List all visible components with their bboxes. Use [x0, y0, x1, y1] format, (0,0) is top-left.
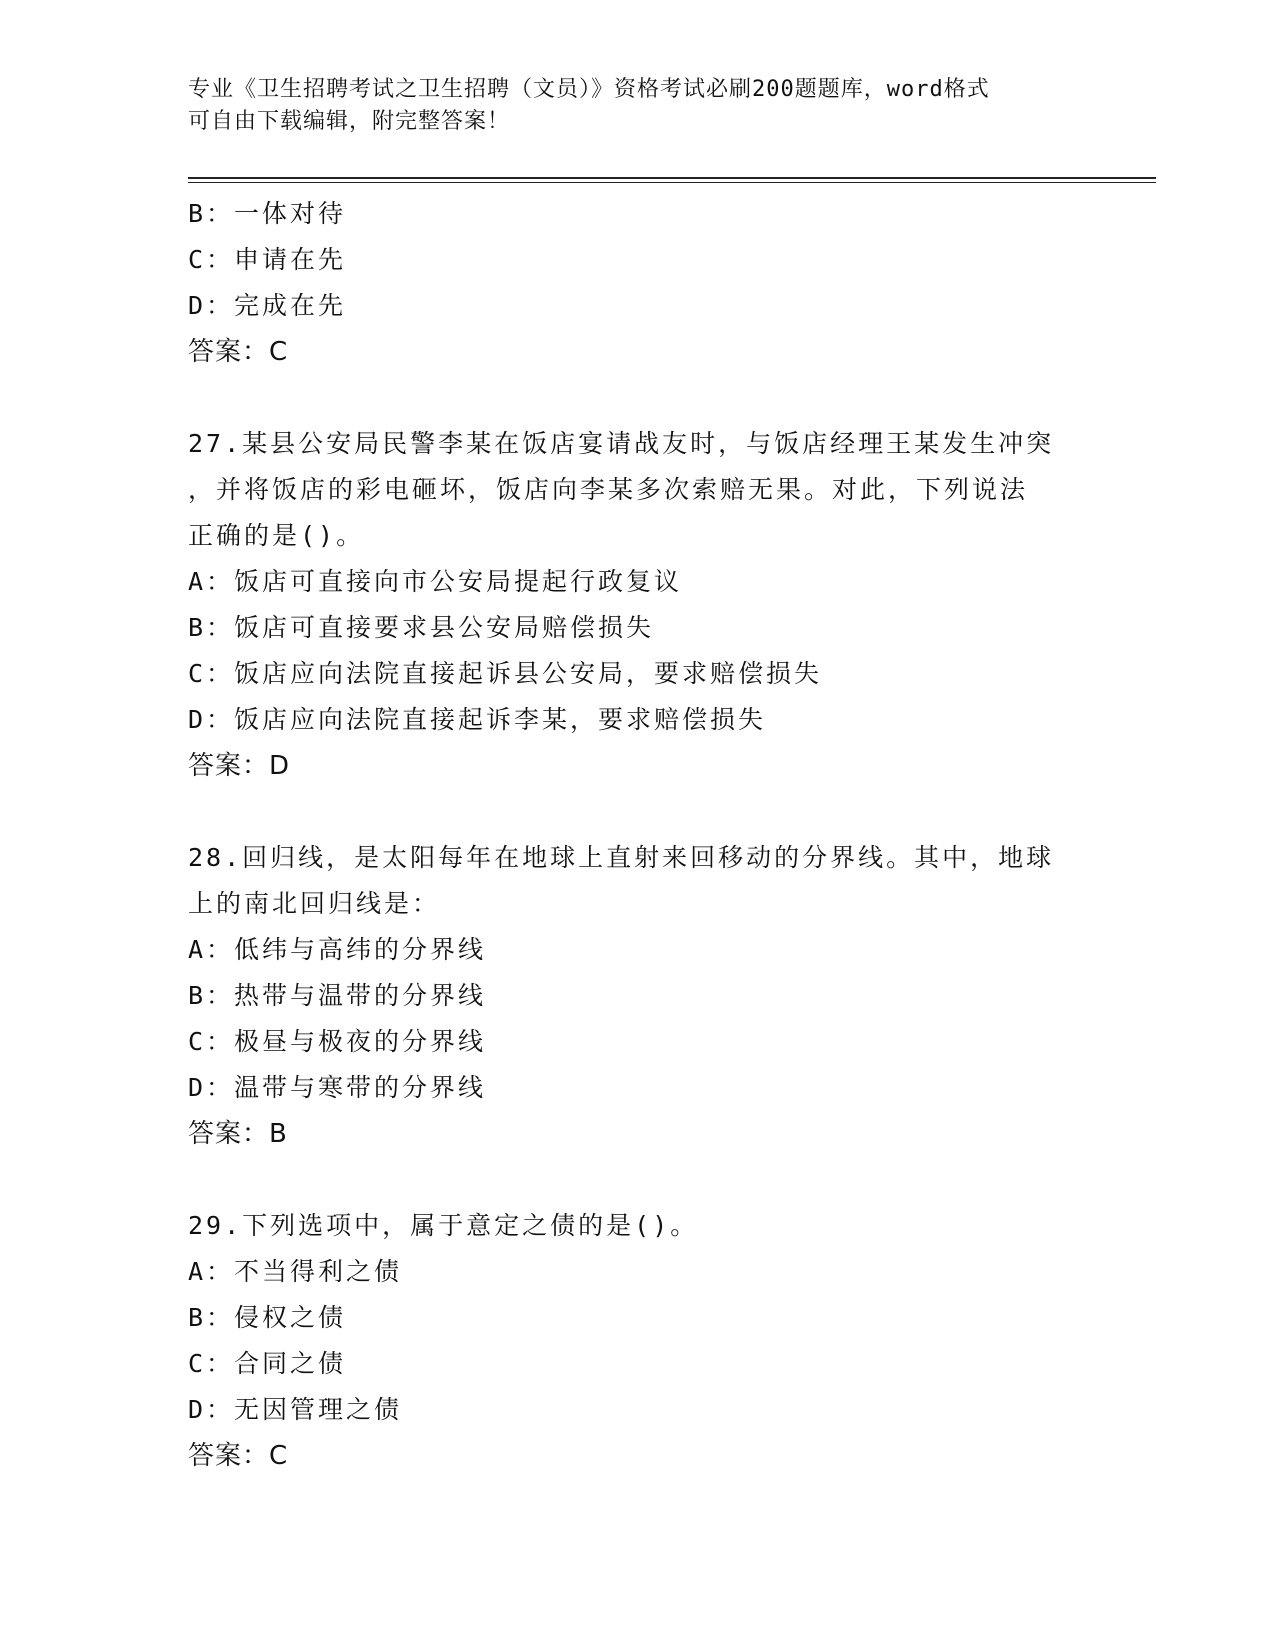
question-text-line: 27.某县公安局民警李某在饭店宴请战友时，与饭店经理王某发生冲突: [188, 429, 1055, 458]
question-26-continued: [188, 191, 1088, 375]
header-line-2: 可自由下载编辑，附完整答案！: [188, 109, 511, 134]
option-d: D：温带与寒带的分界线: [188, 1073, 487, 1102]
option-b: B：饭店可直接要求县公安局赔偿损失: [188, 613, 655, 642]
question-content: [188, 191, 1088, 1479]
option-a: A：饭店可直接向市公安局提起行政复议: [188, 567, 683, 596]
question-29: [188, 1203, 1088, 1479]
option-c: C：合同之债: [188, 1349, 347, 1378]
answer: 答案：D: [188, 751, 291, 781]
answer: 答案：C: [188, 337, 289, 367]
question-28: [188, 835, 1088, 1157]
option-a: A：不当得利之债: [188, 1257, 403, 1286]
option-c: C：饭店应向法院直接起诉县公安局，要求赔偿损失: [188, 659, 823, 688]
spacer: [188, 789, 1088, 835]
option-a: A：低纬与高纬的分界线: [188, 935, 487, 964]
option-d: D：完成在先: [188, 291, 347, 320]
header-divider-thick: [188, 177, 1156, 179]
header-line-1: 专业《卫生招聘考试之卫生招聘（文员）》资格考试必刷200题题库，word格式: [188, 77, 990, 102]
question-text-line: 正确的是()。: [188, 521, 365, 550]
question-27: [188, 421, 1088, 789]
question-text-line: 29.下列选项中，属于意定之债的是()。: [188, 1211, 699, 1240]
question-text-line: 28.回归线，是太阳每年在地球上直射来回移动的分界线。其中，地球: [188, 843, 1055, 872]
question-text-line: ，并将饭店的彩电砸坏，饭店向李某多次索赔无果。对此，下列说法: [188, 475, 1029, 504]
option-d: D：饭店应向法院直接起诉李某，要求赔偿损失: [188, 705, 767, 734]
spacer: [188, 1157, 1088, 1203]
option-b: B：侵权之债: [188, 1303, 347, 1332]
option-d: D：无因管理之债: [188, 1395, 403, 1424]
option-b: B：一体对待: [188, 199, 347, 228]
answer: 答案：B: [188, 1119, 288, 1149]
header-divider-thin: [188, 182, 1156, 183]
option-b: B：热带与温带的分界线: [188, 981, 487, 1010]
document-header: [188, 74, 1088, 138]
question-text-line: 上的南北回归线是：: [188, 889, 441, 918]
answer: 答案：C: [188, 1441, 289, 1471]
option-c: C：极昼与极夜的分界线: [188, 1027, 487, 1056]
spacer: [188, 375, 1088, 421]
option-c: C：申请在先: [188, 245, 347, 274]
